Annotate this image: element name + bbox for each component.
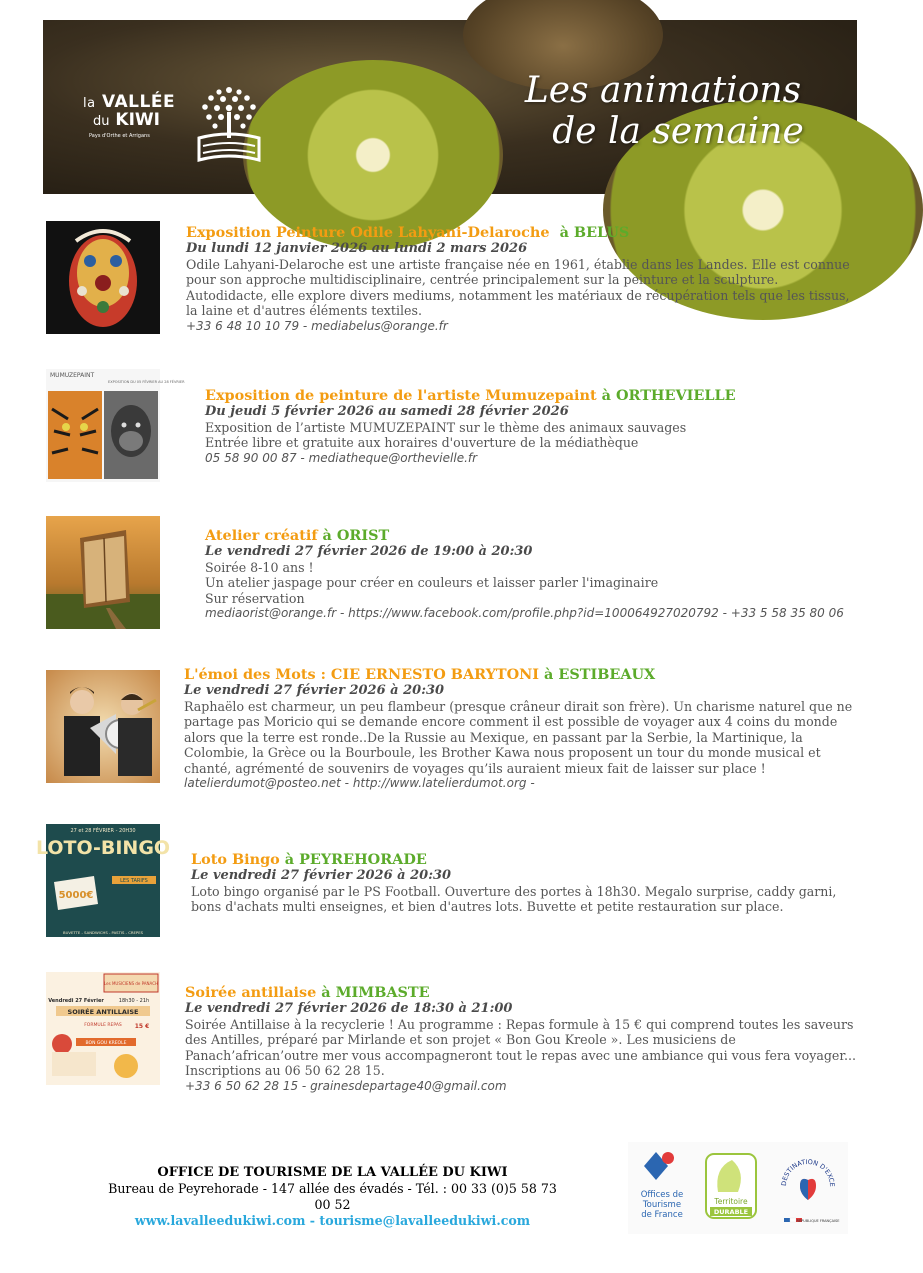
- event-connector: à: [321, 984, 331, 1001]
- event-place: ESTIBEAUX: [558, 666, 656, 683]
- event-connector: à: [559, 224, 569, 241]
- poster-loto-tarifs: LES TARIFS: [120, 878, 148, 884]
- event-contact: 05 58 90 00 87 - mediatheque@orthevielle.fr: [205, 450, 478, 465]
- poster-antillaise-date: Vendredi 27 Février: [48, 998, 104, 1004]
- logo-word-vallee: VALLÉE: [102, 92, 176, 112]
- event-name: Exposition Peinture Odile Lahyani-Delaroche: [186, 224, 550, 241]
- kiwi-photo-left: [243, 60, 503, 250]
- event-title: [205, 387, 857, 404]
- destination-sub: RÉPUBLIQUE FRANÇAISE: [796, 1219, 840, 1223]
- logo-word-du: du: [93, 113, 110, 129]
- event-image-mumuzepaint: [46, 369, 185, 482]
- event-description: Soirée Antillaise à la recyclerie ! Au programme : Repas formule à 15 € qui comprend toutes les saveurs des Antilles, préparé par Mirlande et son projet « Bon Gou Kreole ». Les musiciens de Panach’african’outre mer vous accompagneront tout le repas avec une ambiance qui vous fera voyager... Inscriptions au 06 50 62 28 15.: [185, 1016, 857, 1078]
- event-ernesto: [184, 666, 858, 792]
- event-description: Odile Lahyani-Delaroche est une artiste française née en 1961, établie dans les Landes. Elle est connue pour son approche multidisciplinaire, centrée principalement sur la peinture et la sculpture. Autodidacte, elle explore divers mediums, notamment les matériaux de récupération tels que les tissus, la laine et d'autres éléments textiles.: [186, 256, 850, 318]
- event-atelier: [205, 527, 857, 622]
- event-place: BELUS: [573, 224, 630, 241]
- loto-poster-icon: [35, 824, 171, 937]
- tree-logo-icon: [191, 82, 267, 162]
- event-name: Loto Bingo: [191, 851, 280, 868]
- event-name: Exposition de peinture de l'artiste Mumuzepaint: [205, 387, 597, 404]
- surreal-book-landscape-icon: [46, 516, 160, 629]
- event-date: Du lundi 12 janvier 2026 au lundi 2 mars 2026: [186, 241, 528, 256]
- event-place: PEYREHORADE: [299, 851, 427, 868]
- event-connector: à: [284, 851, 295, 868]
- event-description: Exposition de l’artiste MUMUZEPAINT sur le thème des animaux sauvages Entrée libre et gratuite aux horaires d'ouverture de la médiathèque: [205, 419, 687, 450]
- event-date: Le vendredi 27 février 2026 à 20:30: [191, 868, 452, 883]
- event-contact: mediaorist@orange.fr - https://www.facebook.com/profile.php?id=100064927020792 - +33 5 58 35 80 06: [205, 606, 844, 620]
- offices-line3: de France: [641, 1210, 683, 1220]
- footer-web-links[interactable]: www.lavalleedukiwi.com - tourisme@lavalleedukiwi.com: [134, 1213, 531, 1228]
- poster-antillaise-formule: FORMULE REPAS: [84, 1023, 122, 1028]
- logo-tagline: Pays d'Orthe et Arrigans: [89, 132, 150, 139]
- event-name: L'émoi des Mots : CIE ERNESTO BARYTONI: [184, 666, 540, 683]
- poster-antillaise-price: 15 €: [134, 1023, 150, 1030]
- painted-figure-icon: [46, 221, 160, 334]
- logo: [83, 94, 175, 139]
- offices-tourisme-logo-icon: [641, 1152, 684, 1220]
- event-place: ORTHEVIELLE: [615, 387, 736, 404]
- territoire-durable-logo-icon: [706, 1154, 756, 1218]
- poster-antillaise-time: 18h30 - 21h: [118, 998, 150, 1004]
- event-image-loto: [35, 824, 171, 937]
- territoire-line1: Territoire: [714, 1197, 748, 1206]
- event-antillaise: [185, 984, 858, 1094]
- event-image-ernesto: [46, 670, 160, 783]
- poster-antillaise-bon: BON GOU KREOLE: [85, 1041, 127, 1046]
- event-image-atelier: [46, 516, 160, 629]
- event-title: [185, 984, 858, 1001]
- poster-expo-dates: EXPOSITION DU 05 FÉVRIER AU 28 FÉVRIER: [108, 380, 185, 384]
- event-date: Le vendredi 27 février 2026 de 19:00 à 20:30: [205, 544, 533, 559]
- event-image-odile: [46, 221, 160, 334]
- event-contact: +33 6 50 62 28 15 - grainesdepartage40@gmail.com: [185, 1078, 507, 1093]
- footer: [100, 1165, 565, 1229]
- poster-loto-dates: 27 et 28 FÉVRIER - 20H30: [70, 828, 136, 834]
- event-date: Le vendredi 27 février 2026 à 20:30: [184, 683, 445, 698]
- banner-title: [483, 70, 843, 153]
- poster-antillaise-title: SOIRÉE ANTILLAISE: [67, 1008, 139, 1016]
- poster-loto-prize: 5000€: [58, 890, 94, 901]
- tiger-gorilla-poster-icon: [46, 369, 185, 482]
- territoire-line2: DURABLE: [713, 1208, 749, 1216]
- footer-org-name: OFFICE DE TOURISME DE LA VALLÉE DU KIWI: [157, 1165, 508, 1180]
- banner-title-line1: Les animations: [524, 70, 802, 111]
- event-contact: latelierdumot@posteo.net - http://www.latelierdumot.org -: [184, 776, 535, 790]
- musicians-photo-icon: [46, 670, 160, 783]
- event-title: [186, 224, 858, 241]
- quality-labels: [628, 1142, 848, 1234]
- poster-loto-bottom: BUVETTE - SANDWICHS - PASTIS - CREPES: [62, 930, 144, 935]
- destination-arc-path: DESTINATION D'EXCE: [779, 1157, 837, 1188]
- event-loto: [191, 851, 857, 915]
- event-place: MIMBASTE: [335, 984, 430, 1001]
- footer-address: Bureau de Peyrehorade - 147 allée des évadés - Tél. : 00 33 (0)5 58 73 00 52: [108, 1181, 557, 1212]
- event-description: Loto bingo organisé par le PS Football. Ouverture des portes à 18h30. Megalo surprise, caddy garni, bons d'achats multi enseignes, et bien d'autres lots. Buvette et petite restauration sur place.: [191, 883, 837, 914]
- event-image-antillaise: [46, 972, 160, 1085]
- event-place: ORIST: [336, 527, 390, 544]
- event-title: [191, 851, 857, 868]
- event-name: Soirée antillaise: [185, 984, 317, 1001]
- event-title: [205, 527, 857, 544]
- poster-antillaise-ribbon: Les MUSICIENS de PANACH: [104, 981, 158, 986]
- banner-title-line2: de la semaine: [552, 111, 804, 153]
- logo-word-la: la: [83, 96, 96, 111]
- event-date: Le vendredi 27 février 2026 de 18:30 à 21:00: [185, 1001, 513, 1016]
- offices-line1: Offices de: [640, 1190, 684, 1200]
- event-connector: à: [544, 666, 554, 683]
- event-contact: +33 6 48 10 10 79 - mediabelus@orange.fr: [186, 318, 448, 333]
- event-odile: [186, 224, 858, 334]
- poster-expo-title: MUMUZEPAINT: [50, 372, 95, 379]
- logo-word-kiwi: KIWI: [115, 109, 160, 130]
- event-name: Atelier créatif: [205, 527, 318, 544]
- event-description: Soirée 8-10 ans ! Un atelier jaspage pour créer en couleurs et laisser parler l'imaginaire Sur réservation: [205, 559, 659, 606]
- header-banner: [43, 20, 857, 194]
- event-description: Raphaëlo est charmeur, un peu flambeur (presque crâneur dirait son frère). Un charisme naturel que ne partage pas Moricio qui se demande encore comment il est possible de voyager aux 4 coins du monde alors que la terre est ronde..De la Russie au Mexique, en passant par la Serbie, la Martinique, la Colombie, la Grèce ou la Bourboule, les Brother Kawa nous proposent un tour du monde musical et chanté, agrémenté de souvenirs de voyages qu’ils auraient mieux fait de laisser sur place !: [184, 698, 853, 776]
- labels-icon: [628, 1142, 848, 1234]
- event-connector: à: [322, 527, 332, 544]
- soiree-antillaise-poster-icon: [46, 972, 160, 1085]
- event-mumuzepaint: [205, 387, 857, 466]
- event-title: [184, 666, 858, 683]
- event-connector: à: [601, 387, 611, 404]
- event-date: Du jeudi 5 février 2026 au samedi 28 février 2026: [205, 404, 569, 419]
- poster-loto-title: LOTO-BINGO: [35, 837, 171, 859]
- offices-line2: Tourisme: [642, 1200, 682, 1210]
